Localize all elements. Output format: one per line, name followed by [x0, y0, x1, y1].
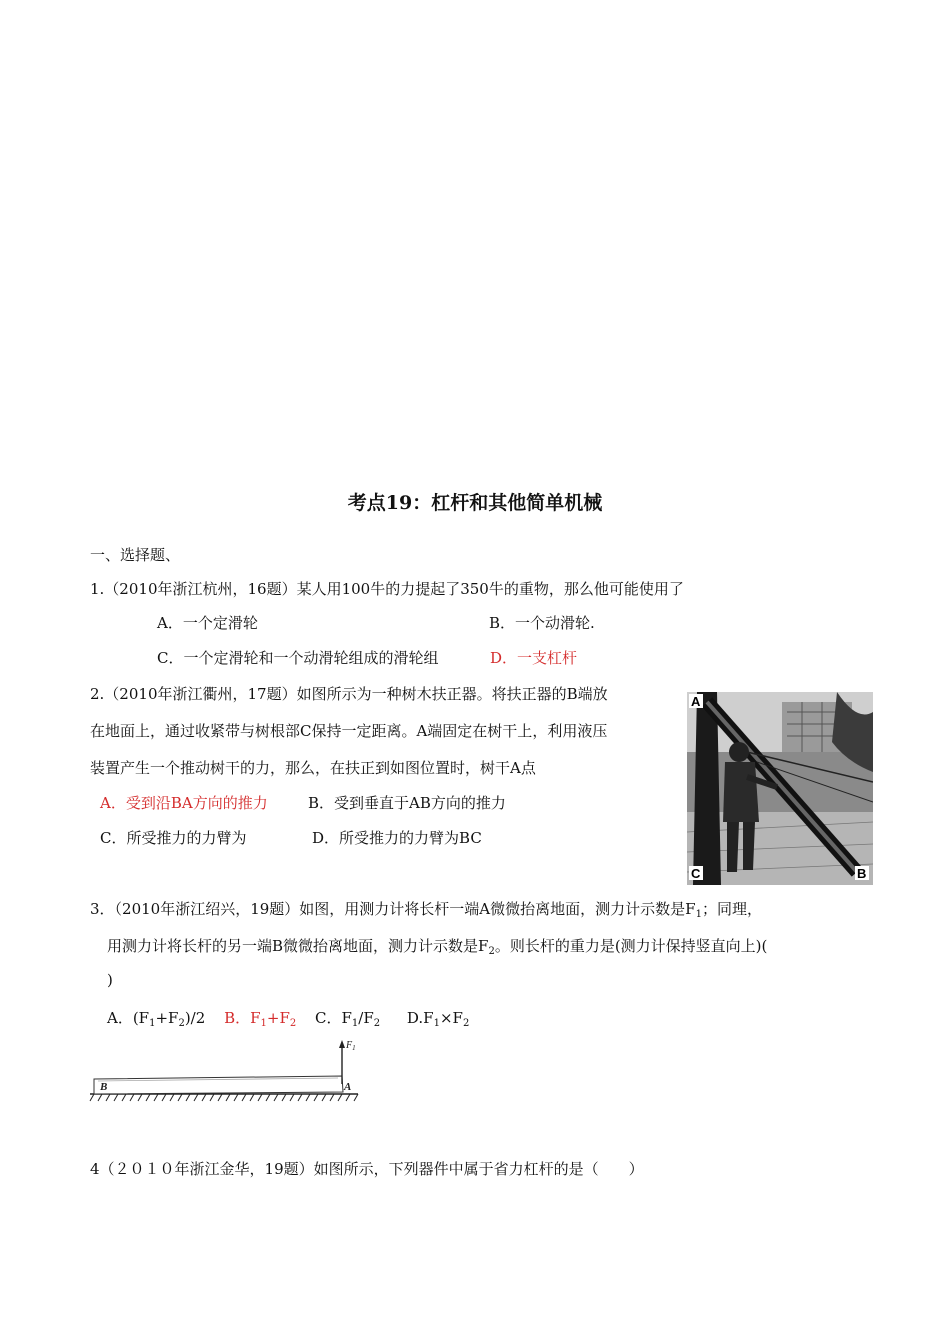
end-b-label: B	[100, 1081, 108, 1093]
section-heading: 一、选择题、	[90, 546, 181, 564]
end-a-label: A	[344, 1081, 352, 1093]
photo-label-b: B	[857, 866, 867, 881]
force-label: $F_1$	[346, 1040, 356, 1052]
q2-option-b: B．受到垂直于AB方向的推力	[308, 794, 506, 812]
q1-option-a: A．一个定滑轮	[157, 614, 258, 632]
q3-options	[107, 1007, 469, 1029]
q3-option-b: B．$F_1+F_2$	[224, 1009, 297, 1029]
q4-stem: 4（２０１０年浙江金华，19题）如图所示，下列器件中属于省力杠杆的是（ ）	[90, 1160, 644, 1178]
q3-option-a: A．$(F_1+F_2)/2$	[107, 1009, 206, 1029]
q2-option-d: D．所受推力的力臂为BC	[312, 829, 482, 847]
q1-option-b: B．一个动滑轮.	[489, 614, 595, 632]
q1-option-d: D．一支杠杆	[490, 649, 578, 667]
q3-option-c: C．$F_1/F_2$	[315, 1009, 381, 1029]
q3-stem-line2: 用测力计将长杆的另一端B微微抬离地面，测力计示数是$F_2$。则长杆的重力是(测力计保持竖直向上)(	[107, 937, 768, 957]
ground-hatching	[90, 1094, 358, 1101]
q3-stem-line1: 3．（2010年浙江绍兴，19题）如图，用测力计将长杆一端A微微抬离地面，测力计示数是$F_1$；同理，	[90, 900, 762, 920]
q3-option-d: $D.F_1\times F_2$	[406, 1009, 470, 1029]
q2-option-c: C．所受推力的力臂为	[100, 829, 247, 847]
page-title: 考点19：杠杆和其他简单机械	[347, 492, 603, 514]
q1-option-c: C．一个定滑轮和一个动滑轮组成的滑轮组	[157, 649, 439, 667]
photo-label-a: A	[691, 694, 701, 709]
q2-stem-line2: 在地面上，通过收紧带与树根部C保持一定距离。A端固定在树干上，利用液压	[90, 722, 608, 740]
lever-diagram	[88, 1034, 360, 1108]
q2-option-a: A．受到沿BA方向的推力	[100, 794, 268, 812]
q2-stem-line1: 2.（2010年浙江衢州，17题）如图所示为一种树木扶正器。将扶正器的B端放	[90, 685, 608, 703]
q1-stem: 1.（2010年浙江杭州，16题）某人用100牛的力提起了350牛的重物，那么他可能使用了	[90, 580, 684, 598]
q2-stem-line3: 装置产生一个推动树干的力，那么，在扶正到如图位置时，树干A点	[90, 759, 536, 777]
tree-straightener-photo	[687, 692, 873, 885]
photo-label-c: C	[691, 866, 701, 881]
q3-stem-line3: )	[107, 971, 113, 989]
